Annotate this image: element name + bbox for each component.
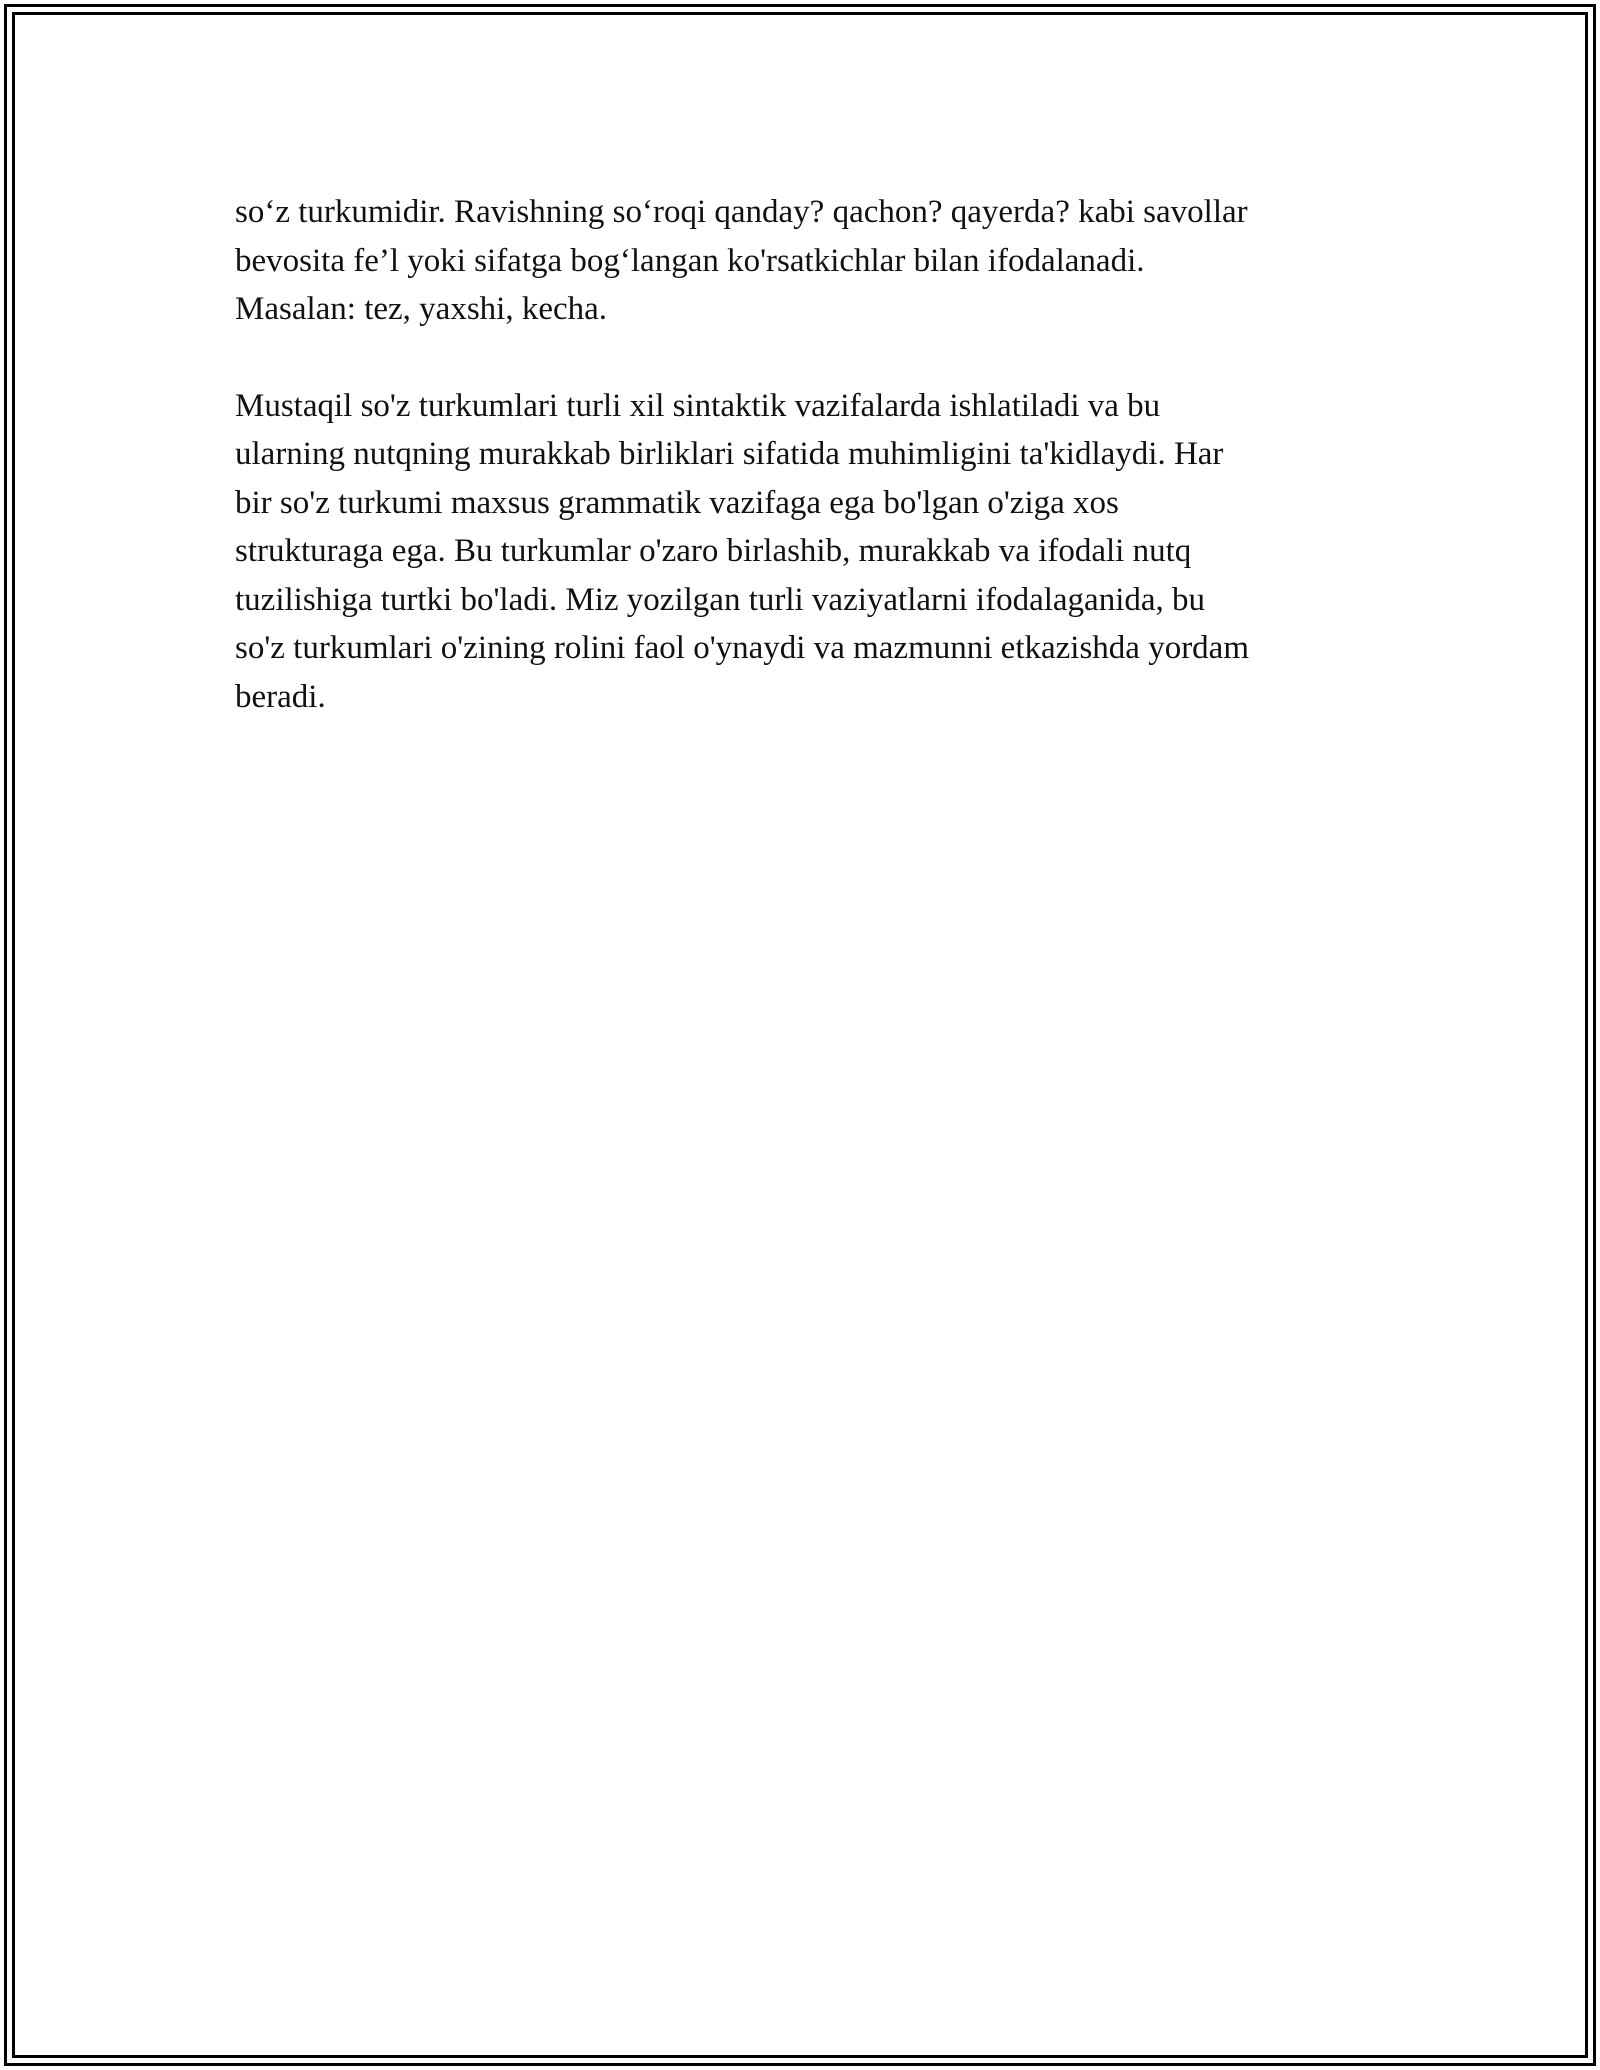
text-line: strukturaga ega. Bu turkumlar o'zaro birlashib, murakkab va ifodali nutq — [235, 533, 1192, 569]
text-line: so‘z turkumidir. Ravishning so‘roqi qanday? qachon? qayerda? kabi savollar — [235, 194, 1248, 230]
text-line: so'z turkumlari o'zining rolini faol o'ynaydi va mazmunni etkazishda yordam — [235, 630, 1249, 666]
paragraph-1 — [235, 188, 1375, 334]
text-line: bevosita fe’l yoki sifatga bog‘langan ko'rsatkichlar bilan ifodalanadi. — [235, 242, 1145, 279]
text-line: ularning nutqning murakkab birliklari sifatida muhimligini ta'kidlaydi. Har — [235, 436, 1224, 472]
document-body — [235, 188, 1375, 769]
text-line: Mustaqil so'z turkumlari turli xil sintaktik vazifalarda ishlatiladi va bu — [235, 387, 1161, 424]
text-line: bir so'z turkumi maxsus grammatik vazifaga ega bo'lgan o'ziga xos — [235, 484, 1119, 521]
text-line: Masalan: tez, yaxshi, kecha. — [235, 291, 608, 327]
text-line: tuzilishiga turtki bo'ladi. Miz yozilgan turli vaziyatlarni ifodalaganida, bu — [235, 581, 1206, 618]
paragraph-2 — [235, 382, 1375, 722]
text-line: beradi. — [235, 678, 326, 715]
